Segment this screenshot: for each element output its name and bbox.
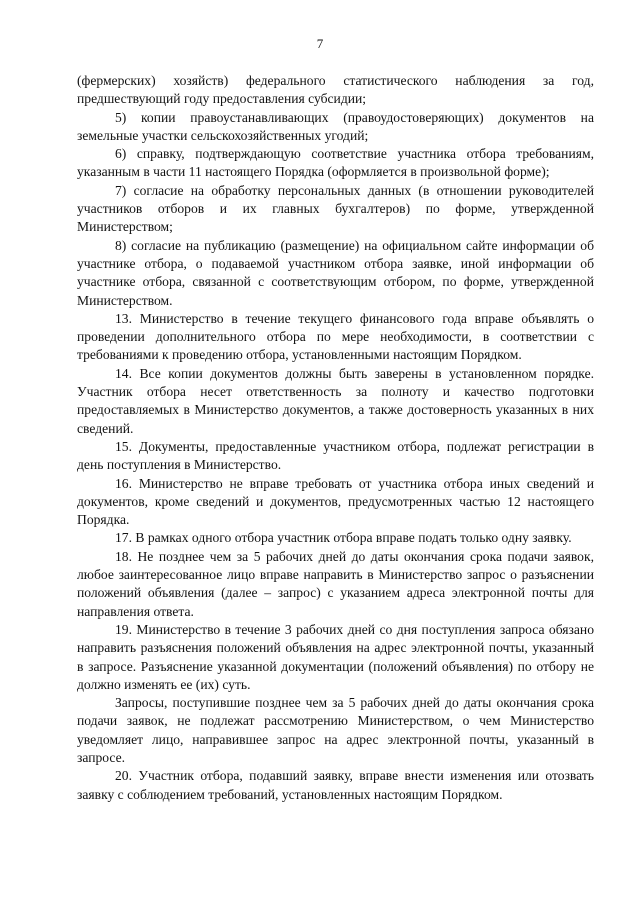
document-body (77, 72, 594, 804)
paragraph-item-6: 6) справку, подтверждающую соответствие участника отбора требованиям, указанным в части 11 настоящего Порядка (оформляется в произвольной форме); (77, 146, 594, 180)
page-number: 7 (316, 36, 324, 51)
paragraph-continuation: (фермерских) хозяйств) федерального статистического наблюдения за год, предшествующий году предоставления субсидии; (77, 73, 594, 107)
paragraph-16: 16. Министерство не вправе требовать от участника отбора иных сведений и документов, кроме сведений и документов, предусмотренных частью 12 настоящего Порядка. (77, 475, 594, 528)
paragraph-19-requests: Запросы, поступившие позднее чем за 5 рабочих дней до даты окончания срока подачи заявок, не подлежат рассмотрению Министерством, о чем Министерство уведомляет лицо, направившее запрос на адрес электронной почты, указанный в запросе. (77, 695, 594, 765)
paragraph-item-7: 7) согласие на обработку персональных данных (в отношении руководителей участников отборов и их главных бухгалтеров) по форме, утвержденной Министерством; (77, 182, 594, 235)
paragraph-18: 18. Не позднее чем за 5 рабочих дней до даты окончания срока подачи заявок, любое заинтересованное лицо вправе направить в Министерство запрос о разъяснении положений объявления (далее – запрос) с указанием адреса электронной почты для направления ответа. (77, 548, 594, 619)
paragraph-item-5: 5) копии правоустанавливающих (правоудостоверяющих) документов на земельные участки сельскохозяйственных угодий; (77, 109, 594, 143)
paragraph-15: 15. Документы, предоставленные участником отбора, подлежат регистрации в день поступления в Министерство. (77, 438, 594, 473)
paragraph-20: 20. Участник отбора, подавший заявку, вправе внести изменения или отозвать заявку с соблюдением требований, установленных настоящим Порядком. (77, 768, 594, 802)
paragraph-13: 13. Министерство в течение текущего финансового года вправе объявлять о проведении дополнительного отбора по мере необходимости, в соответствии с требованиями к проведению отбора, установленными настоящим Порядком. (77, 310, 594, 363)
paragraph-item-8: 8) согласие на публикацию (размещение) на официальном сайте информации об участнике отбора, о подаваемой участником отбора заявке, иной информации об участнике отбора, связанной с соответствующим отбором, по форме, утвержденной Министерством. (77, 237, 594, 308)
paragraph-17: 17. В рамках одного отбора участник отбора вправе подать только одну заявку. (115, 530, 572, 546)
paragraph-19: 19. Министерство в течение 3 рабочих дней со дня поступления запроса обязано направить разъяснения положений объявления на адрес электронной почты, указанный в запросе. Разъяснение указанной документации (положений объявления) по отбору не должно изменять ее (их) суть. (77, 621, 594, 692)
paragraph-14: 14. Все копии документов должны быть заверены в установленном порядке. Участник отбора несет ответственность за полноту и качество подготовки предоставляемых в Министерство документов, а также достоверность указанных в них сведений. (77, 365, 594, 436)
